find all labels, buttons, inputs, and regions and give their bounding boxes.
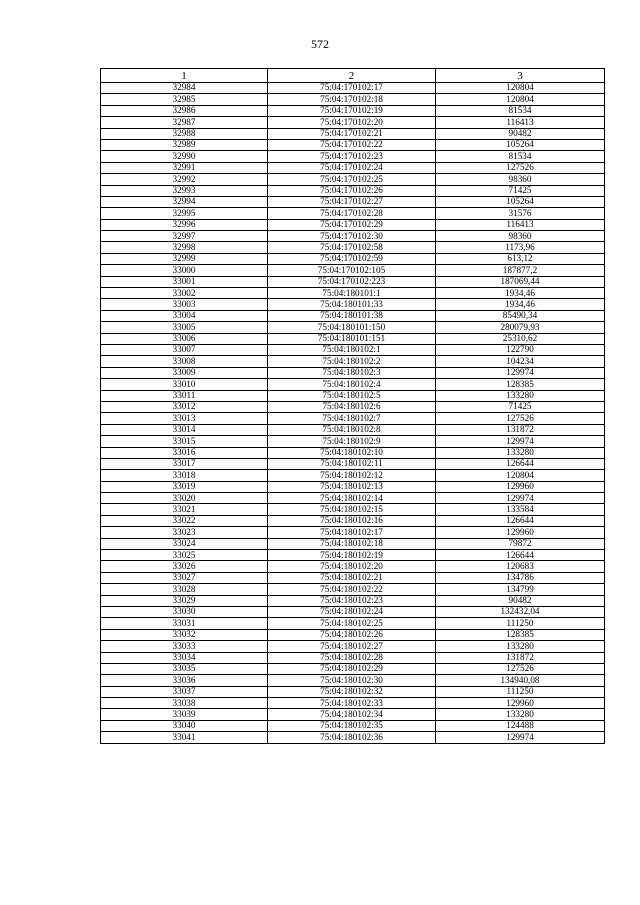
header-row — [101, 69, 605, 83]
cadastral-number-cell: 75:04:180102:2 — [268, 356, 436, 367]
table-row — [101, 458, 605, 469]
table-row — [101, 276, 605, 287]
row-number-cell: 33031 — [101, 618, 268, 629]
table-row — [101, 481, 605, 492]
value-cell: 120683 — [436, 561, 605, 572]
cadastral-number-cell: 75:04:180102:33 — [268, 698, 436, 709]
value-cell: 133280 — [436, 447, 605, 458]
table-row — [101, 174, 605, 185]
table-row — [101, 333, 605, 344]
table-row — [101, 139, 605, 150]
table-row — [101, 629, 605, 640]
value-cell: 132432,04 — [436, 606, 605, 617]
row-number-cell: 33032 — [101, 629, 268, 640]
cadastral-number-cell: 75:04:180102:25 — [268, 618, 436, 629]
value-cell: 134940,08 — [436, 675, 605, 686]
value-cell: 131872 — [436, 424, 605, 435]
cadastral-number-cell: 75:04:170102:21 — [268, 128, 436, 139]
cadastral-number-cell: 75:04:180102:1 — [268, 344, 436, 355]
value-cell: 128385 — [436, 629, 605, 640]
cadastral-number-cell: 75:04:180101:150 — [268, 322, 436, 333]
value-cell: 98360 — [436, 174, 605, 185]
cadastral-number-cell: 75:04:180102:14 — [268, 493, 436, 504]
table-row — [101, 162, 605, 173]
cadastral-number-cell: 75:04:180102:26 — [268, 629, 436, 640]
value-cell: 129974 — [436, 493, 605, 504]
value-cell: 85490,34 — [436, 310, 605, 321]
value-cell: 133280 — [436, 390, 605, 401]
row-number-cell: 32994 — [101, 196, 268, 207]
cadastral-number-cell: 75:04:170102:28 — [268, 208, 436, 219]
value-cell: 129974 — [436, 732, 605, 743]
table-row — [101, 504, 605, 515]
value-cell: 79872 — [436, 538, 605, 549]
value-cell: 280079,93 — [436, 322, 605, 333]
row-number-cell: 33010 — [101, 379, 268, 390]
table-row — [101, 208, 605, 219]
row-number-cell: 33019 — [101, 481, 268, 492]
table-row — [101, 732, 605, 743]
row-number-cell: 33012 — [101, 401, 268, 412]
row-number-cell: 33022 — [101, 515, 268, 526]
table-row — [101, 117, 605, 128]
cadastral-number-cell: 75:04:180102:36 — [268, 732, 436, 743]
cadastral-number-cell: 75:04:180102:15 — [268, 504, 436, 515]
row-number-cell: 33011 — [101, 390, 268, 401]
row-number-cell: 33002 — [101, 288, 268, 299]
row-number-cell: 32984 — [101, 83, 268, 94]
row-number-cell: 32986 — [101, 105, 268, 116]
cadastral-number-cell: 75:04:180102:7 — [268, 413, 436, 424]
value-cell: 134799 — [436, 584, 605, 595]
cadastral-number-cell: 75:04:170102:25 — [268, 174, 436, 185]
table-row — [101, 196, 605, 207]
table-row — [101, 265, 605, 276]
table-row — [101, 83, 605, 94]
row-number-cell: 33029 — [101, 595, 268, 606]
row-number-cell: 32992 — [101, 174, 268, 185]
row-number-cell: 33005 — [101, 322, 268, 333]
value-cell: 126644 — [436, 550, 605, 561]
cadastral-number-cell: 75:04:180102:24 — [268, 606, 436, 617]
value-cell: 105264 — [436, 196, 605, 207]
row-number-cell: 33015 — [101, 436, 268, 447]
row-number-cell: 33016 — [101, 447, 268, 458]
table-row — [101, 105, 605, 116]
table-row — [101, 720, 605, 731]
cadastral-number-cell: 75:04:180102:22 — [268, 584, 436, 595]
table-row — [101, 401, 605, 412]
row-number-cell: 33037 — [101, 686, 268, 697]
table-row — [101, 595, 605, 606]
table-row — [101, 94, 605, 105]
cadastral-number-cell: 75:04:170102:58 — [268, 242, 436, 253]
table-row — [101, 299, 605, 310]
table-row — [101, 288, 605, 299]
value-cell: 90482 — [436, 595, 605, 606]
cadastral-number-cell: 75:04:180102:27 — [268, 641, 436, 652]
table-row — [101, 253, 605, 264]
table-row — [101, 527, 605, 538]
row-number-cell: 32996 — [101, 219, 268, 230]
row-number-cell: 32997 — [101, 231, 268, 242]
cadastral-number-cell: 75:04:170102:30 — [268, 231, 436, 242]
row-number-cell: 33026 — [101, 561, 268, 572]
table-row — [101, 584, 605, 595]
value-cell: 133280 — [436, 709, 605, 720]
value-cell: 71425 — [436, 401, 605, 412]
cadastral-number-cell: 75:04:180102:30 — [268, 675, 436, 686]
table-row — [101, 470, 605, 481]
value-cell: 127526 — [436, 413, 605, 424]
row-number-cell: 33013 — [101, 413, 268, 424]
cadastral-number-cell: 75:04:170102:17 — [268, 83, 436, 94]
row-number-cell: 32987 — [101, 117, 268, 128]
table-header — [101, 69, 605, 83]
table-row — [101, 344, 605, 355]
value-cell: 105264 — [436, 139, 605, 150]
cadastral-number-cell: 75:04:180102:3 — [268, 367, 436, 378]
row-number-cell: 33007 — [101, 344, 268, 355]
table-body — [101, 83, 605, 744]
cadastral-number-cell: 75:04:180102:28 — [268, 652, 436, 663]
value-cell: 31576 — [436, 208, 605, 219]
row-number-cell: 32998 — [101, 242, 268, 253]
table-row — [101, 185, 605, 196]
value-cell: 25310,62 — [436, 333, 605, 344]
value-cell: 120804 — [436, 94, 605, 105]
cadastral-number-cell: 75:04:180102:8 — [268, 424, 436, 435]
table-row — [101, 413, 605, 424]
row-number-cell: 33000 — [101, 265, 268, 276]
row-number-cell: 32985 — [101, 94, 268, 105]
value-cell: 81534 — [436, 105, 605, 116]
row-number-cell: 33023 — [101, 527, 268, 538]
row-number-cell: 33008 — [101, 356, 268, 367]
row-number-cell: 33018 — [101, 470, 268, 481]
value-cell: 122790 — [436, 344, 605, 355]
page-number: 572 — [311, 37, 329, 51]
value-cell: 613,12 — [436, 253, 605, 264]
cadastral-number-cell: 75:04:180102:6 — [268, 401, 436, 412]
row-number-cell: 33035 — [101, 663, 268, 674]
table-row — [101, 618, 605, 629]
cadastral-number-cell: 75:04:180102:9 — [268, 436, 436, 447]
cadastral-number-cell: 75:04:180102:4 — [268, 379, 436, 390]
row-number-cell: 33009 — [101, 367, 268, 378]
table-row — [101, 709, 605, 720]
row-number-cell: 33039 — [101, 709, 268, 720]
value-cell: 116413 — [436, 117, 605, 128]
cadastral-number-cell: 75:04:180102:16 — [268, 515, 436, 526]
value-cell: 129974 — [436, 367, 605, 378]
table-row — [101, 606, 605, 617]
table-row — [101, 641, 605, 652]
column-header-3: 3 — [436, 69, 605, 83]
table-row — [101, 151, 605, 162]
value-cell: 1934,46 — [436, 288, 605, 299]
cadastral-number-cell: 75:04:180102:12 — [268, 470, 436, 481]
row-number-cell: 33025 — [101, 550, 268, 561]
row-number-cell: 33028 — [101, 584, 268, 595]
cadastral-number-cell: 75:04:180101:151 — [268, 333, 436, 344]
table-row — [101, 379, 605, 390]
value-cell: 134786 — [436, 572, 605, 583]
cadastral-number-cell: 75:04:180101:33 — [268, 299, 436, 310]
table-row — [101, 231, 605, 242]
table-row — [101, 322, 605, 333]
table-row — [101, 128, 605, 139]
table-row — [101, 436, 605, 447]
row-number-cell: 33003 — [101, 299, 268, 310]
value-cell: 71425 — [436, 185, 605, 196]
value-cell: 124488 — [436, 720, 605, 731]
table-row — [101, 447, 605, 458]
row-number-cell: 32993 — [101, 185, 268, 196]
value-cell: 133584 — [436, 504, 605, 515]
table-row — [101, 390, 605, 401]
cadastral-number-cell: 75:04:180102:29 — [268, 663, 436, 674]
row-number-cell: 33020 — [101, 493, 268, 504]
row-number-cell: 33024 — [101, 538, 268, 549]
row-number-cell: 33041 — [101, 732, 268, 743]
row-number-cell: 33036 — [101, 675, 268, 686]
cadastral-number-cell: 75:04:180102:35 — [268, 720, 436, 731]
row-number-cell: 32988 — [101, 128, 268, 139]
table-row — [101, 310, 605, 321]
value-cell: 1173,96 — [436, 242, 605, 253]
table-row — [101, 652, 605, 663]
value-cell: 127526 — [436, 663, 605, 674]
table-row — [101, 538, 605, 549]
table-row — [101, 572, 605, 583]
row-number-cell: 33030 — [101, 606, 268, 617]
column-header-2: 2 — [268, 69, 436, 83]
value-cell: 104234 — [436, 356, 605, 367]
data-table — [100, 68, 605, 744]
row-number-cell: 33001 — [101, 276, 268, 287]
row-number-cell: 33021 — [101, 504, 268, 515]
value-cell: 126644 — [436, 515, 605, 526]
cadastral-number-cell: 75:04:170102:29 — [268, 219, 436, 230]
row-number-cell: 33014 — [101, 424, 268, 435]
value-cell: 131872 — [436, 652, 605, 663]
table-row — [101, 242, 605, 253]
row-number-cell: 33027 — [101, 572, 268, 583]
cadastral-number-cell: 75:04:180102:13 — [268, 481, 436, 492]
cadastral-number-cell: 75:04:170102:23 — [268, 151, 436, 162]
value-cell: 129960 — [436, 698, 605, 709]
table-row — [101, 561, 605, 572]
value-cell: 120804 — [436, 83, 605, 94]
cadastral-number-cell: 75:04:180102:23 — [268, 595, 436, 606]
row-number-cell: 33004 — [101, 310, 268, 321]
row-number-cell: 32999 — [101, 253, 268, 264]
value-cell: 187069,44 — [436, 276, 605, 287]
row-number-cell: 32989 — [101, 139, 268, 150]
table-row — [101, 663, 605, 674]
cadastral-number-cell: 75:04:170102:26 — [268, 185, 436, 196]
row-number-cell: 33017 — [101, 458, 268, 469]
row-number-cell: 32995 — [101, 208, 268, 219]
cadastral-number-cell: 75:04:180102:10 — [268, 447, 436, 458]
table-row — [101, 367, 605, 378]
table-row — [101, 698, 605, 709]
cadastral-number-cell: 75:04:170102:27 — [268, 196, 436, 207]
value-cell: 1934,46 — [436, 299, 605, 310]
row-number-cell: 33033 — [101, 641, 268, 652]
value-cell: 116413 — [436, 219, 605, 230]
table-row — [101, 356, 605, 367]
value-cell: 129960 — [436, 481, 605, 492]
cadastral-number-cell: 75:04:170102:105 — [268, 265, 436, 276]
cadastral-number-cell: 75:04:180102:17 — [268, 527, 436, 538]
cadastral-number-cell: 75:04:180102:20 — [268, 561, 436, 572]
cadastral-number-cell: 75:04:180102:19 — [268, 550, 436, 561]
row-number-cell: 33038 — [101, 698, 268, 709]
table-row — [101, 493, 605, 504]
row-number-cell: 32990 — [101, 151, 268, 162]
cadastral-number-cell: 75:04:180102:32 — [268, 686, 436, 697]
cadastral-number-cell: 75:04:180101:38 — [268, 310, 436, 321]
table-row — [101, 686, 605, 697]
cadastral-number-cell: 75:04:180102:34 — [268, 709, 436, 720]
cadastral-number-cell: 75:04:170102:18 — [268, 94, 436, 105]
cadastral-number-cell: 75:04:170102:59 — [268, 253, 436, 264]
cadastral-number-cell: 75:04:170102:19 — [268, 105, 436, 116]
row-number-cell: 33034 — [101, 652, 268, 663]
cadastral-number-cell: 75:04:170102:20 — [268, 117, 436, 128]
cadastral-number-cell: 75:04:180102:5 — [268, 390, 436, 401]
table-row — [101, 219, 605, 230]
value-cell: 187877,2 — [436, 265, 605, 276]
value-cell: 129974 — [436, 436, 605, 447]
value-cell: 120804 — [436, 470, 605, 481]
cadastral-number-cell: 75:04:180101:1 — [268, 288, 436, 299]
value-cell: 127526 — [436, 162, 605, 173]
column-header-1: 1 — [101, 69, 268, 83]
cadastral-number-cell: 75:04:170102:24 — [268, 162, 436, 173]
value-cell: 133280 — [436, 641, 605, 652]
value-cell: 111250 — [436, 618, 605, 629]
value-cell: 98360 — [436, 231, 605, 242]
value-cell: 126644 — [436, 458, 605, 469]
table-row — [101, 424, 605, 435]
table-row — [101, 550, 605, 561]
table-row — [101, 675, 605, 686]
value-cell: 81534 — [436, 151, 605, 162]
row-number-cell: 33006 — [101, 333, 268, 344]
value-cell: 111250 — [436, 686, 605, 697]
row-number-cell: 32991 — [101, 162, 268, 173]
cadastral-number-cell: 75:04:180102:11 — [268, 458, 436, 469]
table-row — [101, 515, 605, 526]
cadastral-number-cell: 75:04:180102:18 — [268, 538, 436, 549]
row-number-cell: 33040 — [101, 720, 268, 731]
cadastral-number-cell: 75:04:170102:22 — [268, 139, 436, 150]
value-cell: 90482 — [436, 128, 605, 139]
value-cell: 128385 — [436, 379, 605, 390]
cadastral-number-cell: 75:04:170102:223 — [268, 276, 436, 287]
cadastral-number-cell: 75:04:180102:21 — [268, 572, 436, 583]
value-cell: 129960 — [436, 527, 605, 538]
